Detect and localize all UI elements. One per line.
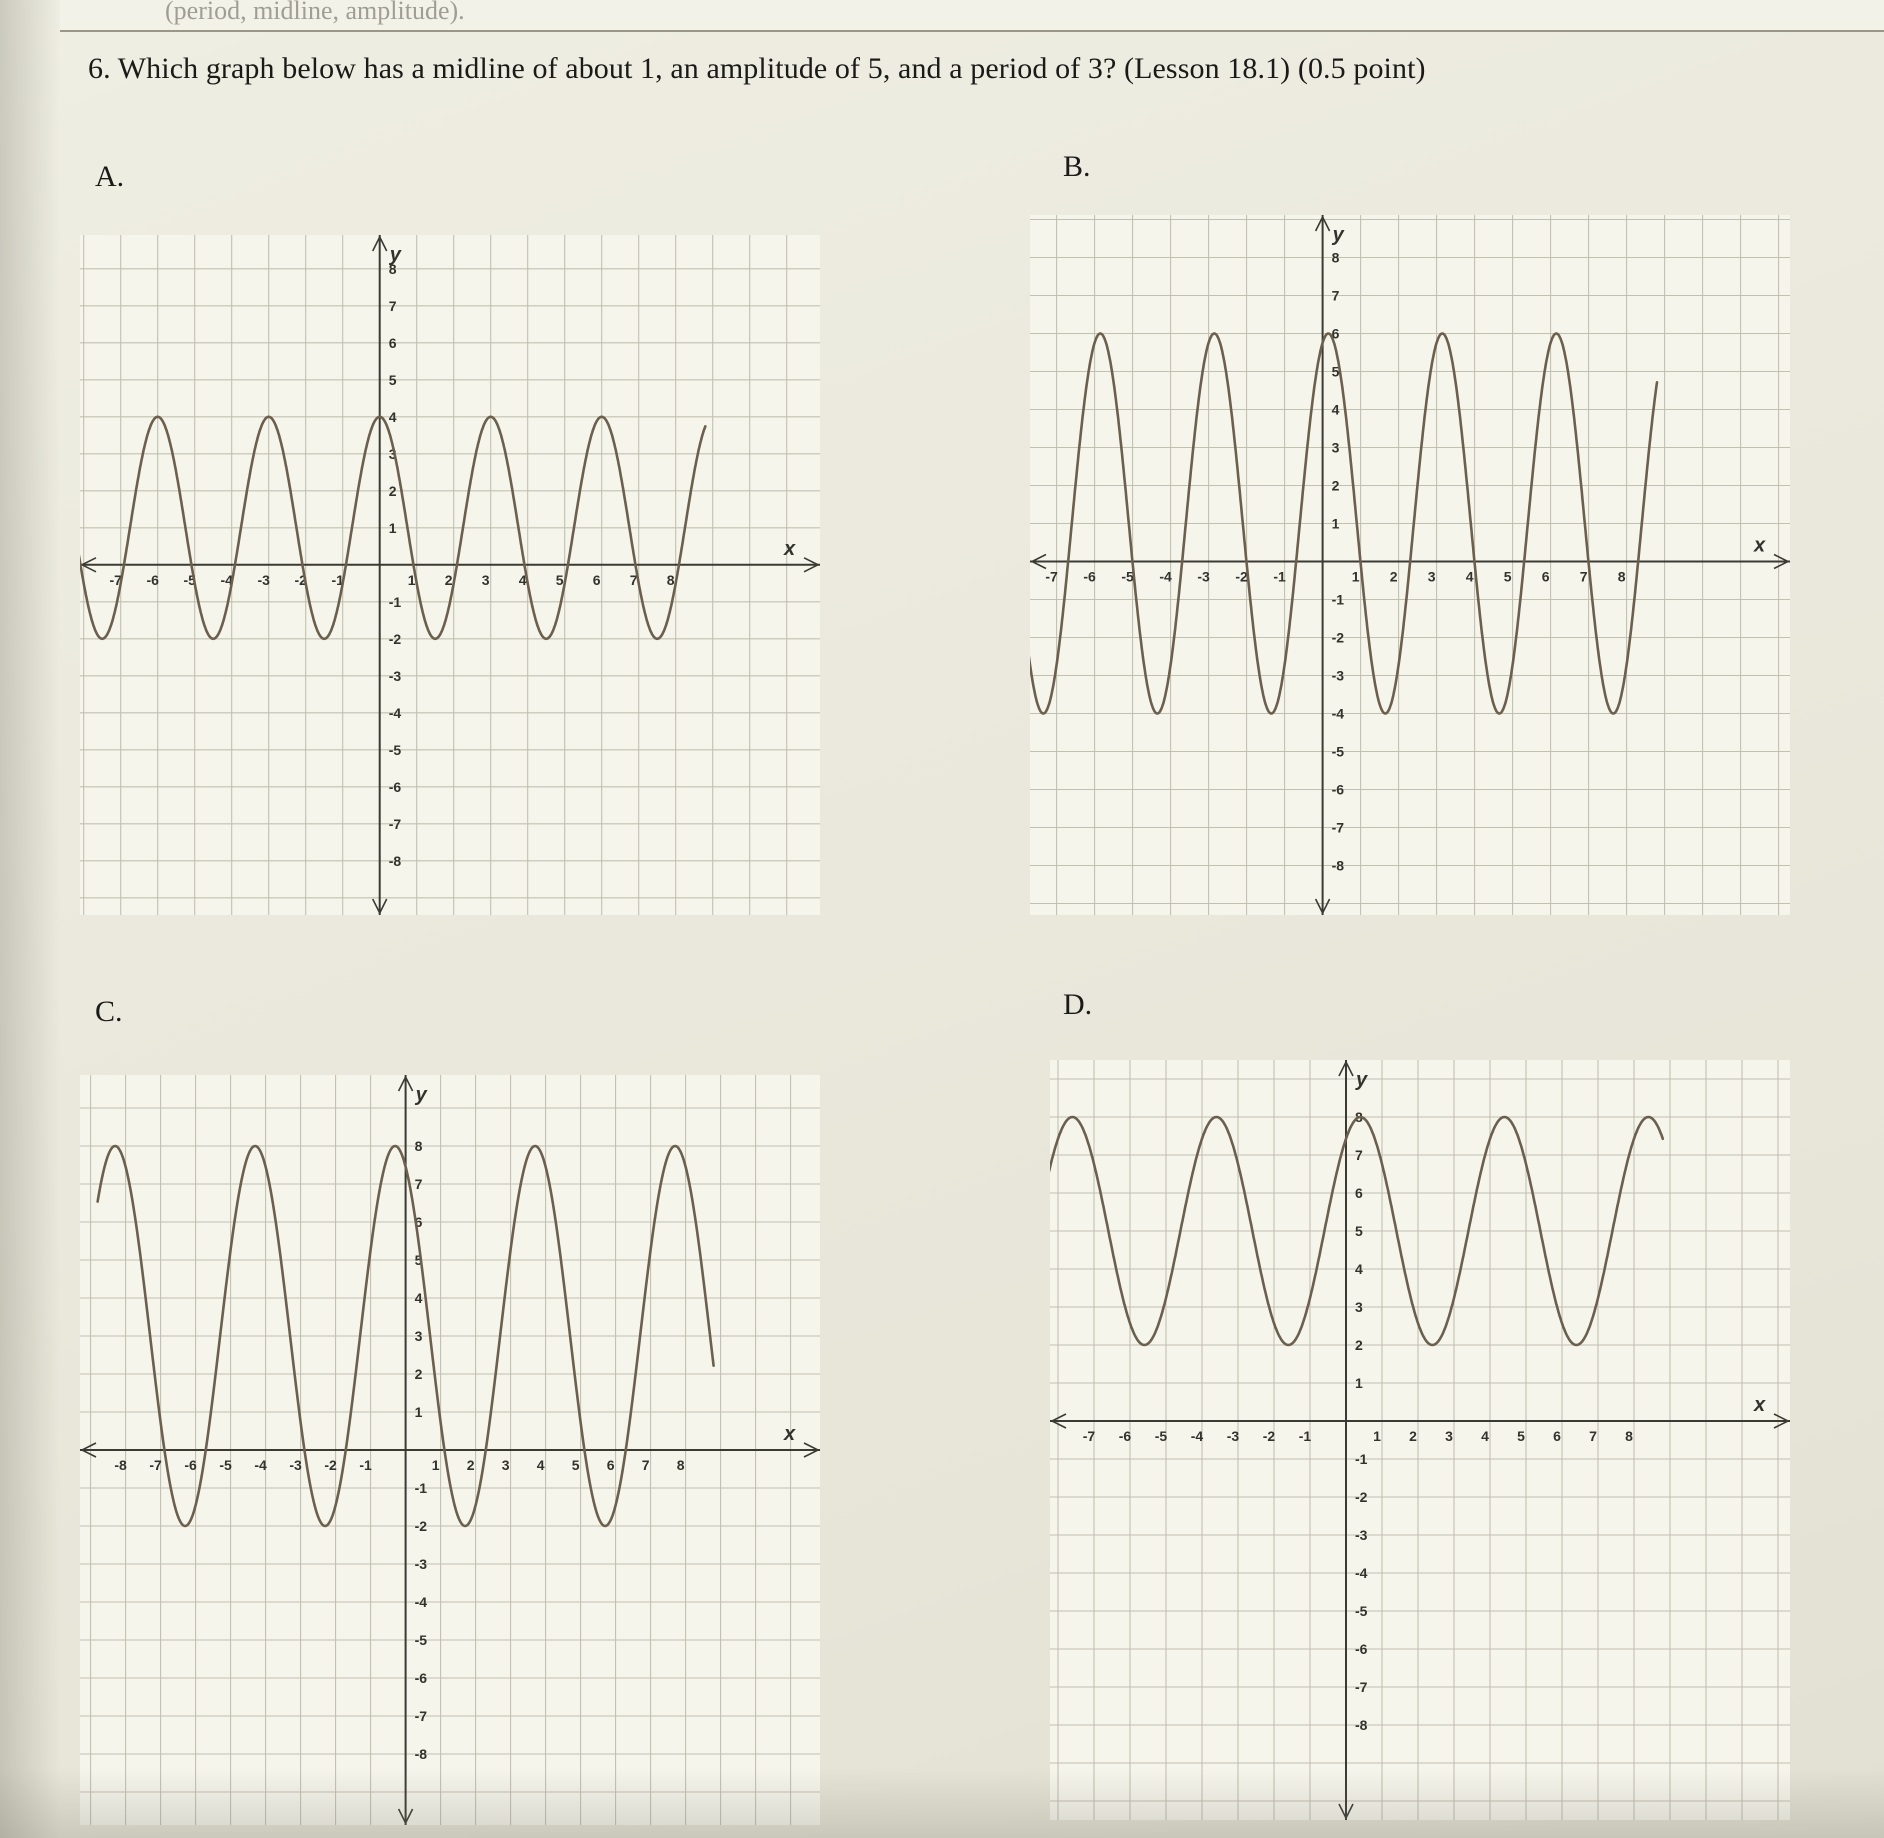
svg-text:2: 2 [1389,568,1398,585]
graph-canvas-b [1030,215,1790,915]
svg-text:-2: -2 [414,1518,428,1534]
svg-text:-7: -7 [414,1708,428,1724]
svg-text:8: 8 [1617,568,1626,585]
svg-text:2: 2 [1331,477,1340,494]
svg-text:4: 4 [536,1457,545,1473]
svg-text:-3: -3 [1197,568,1210,585]
svg-text:-1: -1 [414,1480,428,1496]
svg-text:3: 3 [1331,439,1340,456]
svg-text:3: 3 [1445,1428,1453,1444]
graph-canvas-c [80,1075,820,1825]
svg-text:1: 1 [1355,1375,1363,1391]
svg-text:-7: -7 [388,815,402,832]
svg-text:-3: -3 [257,571,270,588]
svg-text:-5: -5 [1154,1428,1168,1444]
svg-text:3: 3 [481,571,490,588]
svg-text:-4: -4 [388,704,402,721]
svg-text:-3: -3 [289,1457,302,1473]
svg-text:-7: -7 [1045,568,1058,585]
svg-text:-6: -6 [1118,1428,1132,1444]
tick-labels [109,244,796,869]
svg-text:3: 3 [1427,568,1436,585]
axis-label-y: y [1332,224,1344,246]
svg-text:-1: -1 [1273,568,1286,585]
svg-text:-7: -7 [1082,1428,1096,1444]
svg-text:-5: -5 [183,571,196,588]
axis-label-y: y [389,244,401,266]
svg-text:8: 8 [1355,1109,1363,1125]
svg-text:7: 7 [388,297,397,314]
graph-canvas-d [1050,1060,1790,1820]
svg-text:-2: -2 [294,571,307,588]
page-top-divider [60,0,1884,32]
svg-text:5: 5 [414,1252,423,1268]
svg-text:8: 8 [666,571,675,588]
svg-text:7: 7 [1579,568,1588,585]
axes [80,1075,820,1825]
choice-label-b: B. [1063,150,1091,183]
svg-text:-4: -4 [254,1457,267,1473]
svg-text:-2: -2 [388,630,402,647]
svg-text:3: 3 [388,445,397,462]
svg-text:-5: -5 [1121,568,1134,585]
svg-text:-4: -4 [1159,568,1172,585]
svg-text:6: 6 [388,334,397,351]
svg-text:1: 1 [414,1404,423,1420]
svg-text:3: 3 [501,1457,510,1473]
tick-labels [1045,224,1766,874]
svg-text:2: 2 [1355,1337,1363,1353]
svg-text:-3: -3 [1355,1527,1368,1543]
svg-text:-4: -4 [1355,1565,1368,1581]
graph-option-b[interactable] [1030,215,1790,915]
svg-text:5: 5 [555,571,564,588]
svg-text:6: 6 [1541,568,1550,585]
axis-label-x: x [1754,1394,1766,1416]
axis-label-x: x [1754,534,1766,557]
svg-text:-3: -3 [1226,1428,1240,1444]
svg-text:1: 1 [407,571,416,588]
svg-text:2: 2 [1409,1428,1417,1444]
svg-text:1: 1 [431,1457,440,1473]
svg-text:-5: -5 [219,1457,232,1473]
svg-text:-1: -1 [1331,591,1345,608]
svg-text:6: 6 [1331,325,1340,342]
svg-text:-8: -8 [1331,857,1345,874]
svg-text:7: 7 [1355,1147,1363,1163]
svg-text:-7: -7 [1331,819,1345,836]
svg-text:1: 1 [1351,568,1360,585]
svg-text:7: 7 [629,571,638,588]
choice-label-a: A. [95,160,125,193]
svg-text:2: 2 [466,1457,475,1473]
svg-text:5: 5 [1331,363,1340,380]
svg-text:-8: -8 [114,1457,127,1473]
svg-text:3: 3 [414,1328,423,1344]
svg-text:-2: -2 [1331,629,1345,646]
svg-text:1: 1 [1331,515,1340,532]
svg-text:-2: -2 [1235,568,1248,585]
choice-label-c: C. [95,995,123,1028]
svg-text:-5: -5 [388,741,402,758]
svg-text:5: 5 [1503,568,1512,585]
svg-text:-3: -3 [388,667,402,684]
svg-text:-1: -1 [359,1457,372,1473]
axis-label-y: y [415,1084,427,1106]
svg-text:-2: -2 [1355,1489,1368,1505]
svg-text:6: 6 [414,1214,423,1230]
svg-text:4: 4 [1465,568,1474,585]
cut-off-line-text: (period, midline, amplitude). [165,0,465,25]
svg-text:5: 5 [1517,1428,1525,1444]
graph-option-a[interactable] [80,235,820,915]
svg-text:1: 1 [1373,1428,1381,1444]
page-edge-shadow-left [0,0,60,1838]
svg-text:-2: -2 [324,1457,337,1473]
tick-labels [114,1084,796,1762]
svg-text:-7: -7 [109,571,122,588]
svg-text:-7: -7 [149,1457,162,1473]
svg-text:2: 2 [444,571,453,588]
svg-text:-8: -8 [414,1746,428,1762]
svg-text:4: 4 [1331,401,1340,418]
svg-text:8: 8 [1331,249,1340,266]
svg-text:4: 4 [414,1290,423,1306]
axis-label-x: x [784,1423,796,1445]
svg-text:-4: -4 [220,571,233,588]
svg-text:-8: -8 [1355,1717,1368,1733]
svg-text:6: 6 [592,571,601,588]
svg-text:-6: -6 [414,1670,428,1686]
svg-text:6: 6 [1355,1185,1363,1201]
svg-text:8: 8 [676,1457,685,1473]
axis-label-x: x [784,537,796,560]
svg-text:4: 4 [1355,1261,1363,1277]
svg-text:-1: -1 [331,571,344,588]
svg-text:8: 8 [388,260,397,277]
svg-text:-3: -3 [1331,667,1345,684]
svg-text:4: 4 [1481,1428,1489,1444]
choice-label-d: D. [1063,988,1093,1021]
svg-text:-4: -4 [414,1594,428,1610]
svg-text:-1: -1 [1298,1428,1312,1444]
svg-text:-1: -1 [388,593,402,610]
svg-text:-6: -6 [1331,781,1345,798]
svg-text:7: 7 [1331,287,1340,304]
svg-text:-6: -6 [184,1457,197,1473]
svg-text:4: 4 [388,408,397,425]
tick-labels [1083,1069,1766,1733]
svg-text:2: 2 [414,1366,423,1382]
svg-text:-3: -3 [414,1556,428,1572]
svg-text:7: 7 [414,1176,423,1192]
svg-text:8: 8 [1625,1428,1633,1444]
svg-text:7: 7 [641,1457,650,1473]
graph-option-c[interactable] [80,1075,820,1825]
axis-label-y: y [1356,1069,1368,1091]
svg-text:-6: -6 [1355,1641,1368,1657]
svg-text:-5: -5 [1331,743,1345,760]
svg-text:5: 5 [571,1457,580,1473]
svg-text:-2: -2 [1262,1428,1276,1444]
graph-canvas-a [80,235,820,915]
svg-text:8: 8 [414,1138,423,1154]
svg-text:1: 1 [388,519,397,536]
svg-text:6: 6 [1553,1428,1561,1444]
question-text: 6. Which graph below has a midline of about 1, an amplitude of 5, and a period of 3? (Lesson 18.1) (0.5 point) [88,52,1426,85]
svg-text:2: 2 [388,482,397,499]
svg-text:6: 6 [606,1457,615,1473]
svg-text:-8: -8 [388,852,402,869]
svg-text:-5: -5 [414,1632,428,1648]
svg-text:7: 7 [1589,1428,1597,1444]
svg-text:-4: -4 [1190,1428,1204,1444]
graph-option-d[interactable] [1050,1060,1790,1820]
svg-text:-7: -7 [1355,1679,1368,1695]
svg-text:-1: -1 [1355,1451,1368,1467]
svg-text:-5: -5 [1355,1603,1368,1619]
svg-text:4: 4 [518,571,527,588]
svg-text:5: 5 [1355,1223,1363,1239]
svg-text:-6: -6 [146,571,159,588]
svg-text:-6: -6 [388,778,402,795]
svg-text:-6: -6 [1083,568,1096,585]
svg-text:3: 3 [1355,1299,1363,1315]
svg-text:5: 5 [388,371,397,388]
svg-text:-4: -4 [1331,705,1345,722]
